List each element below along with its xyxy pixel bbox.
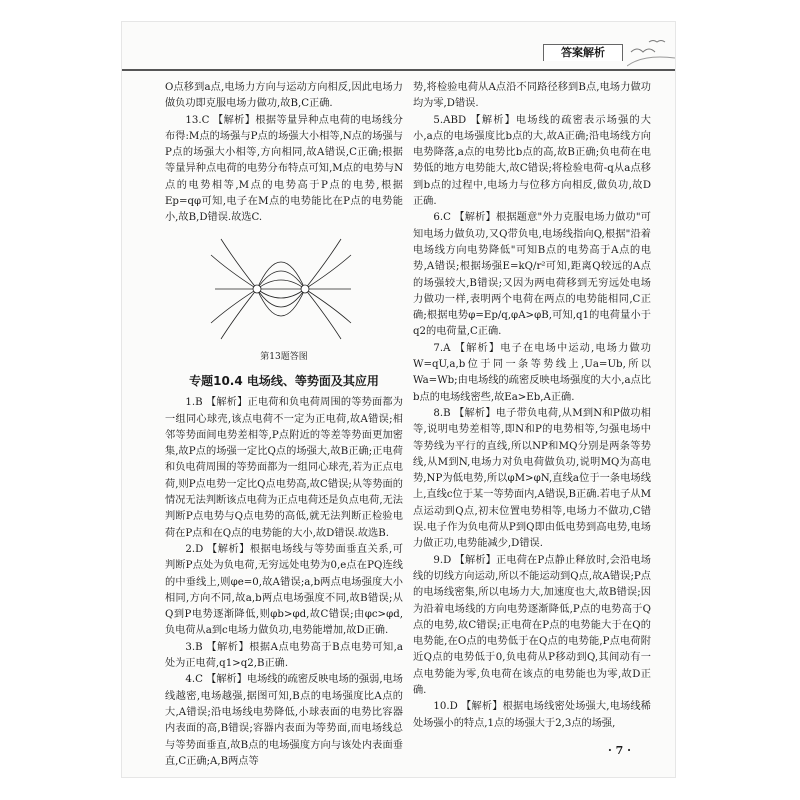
answer-6: 6.C 【解析】根据题意"外力克服电场力做功"可知电场力做负功,又Q带负电,电场线指向Q,根据"沿着电场线方向电势降低"可知B点的电势高于A点的电势,A错误;根据场强E=kQ/r²可知,距离Q较远的A点的场强较大,B错误;又因为两电荷移到无穷远处电场力做功一样,表明两个电荷在两点的电势能相同,C正确;根据电势φ=Ep/q,φA>φB,可知,q1的电荷量小于q2的电荷量,C正确.	[413, 212, 651, 338]
paragraph-continuation: O点移到a点,电场力方向与运动方向相反,因此电场力做负功即克服电场力做功,故B,C正确.	[165, 82, 403, 110]
answer-4: 4.C 【解析】电场线的疏密反映电场的强弱,电场线越密,电场越强,据图可知,B点的电场强度比A点的大,A错误;沿电场线电势降低,小球表面的电势比容器内表面的高,B错误;容器内表面为等势面,而电场线总与等势面垂直,故B点的电场强度方向与该处内表面垂直,C正确;A,B两点等	[165, 674, 403, 767]
answer-13: 13.C 【解析】根据等量异种点电荷的电场线分布得:M点的场强与P点的场强大小相等,N点的场强与P点的场强大小相等,方向相同,故A错误,C正确;根据等量异种点电荷的电势分布特点可知,M点的电势与N点的电势相等,M点的电势高于P点的电势,根据Ep=qφ可知,电子在M点的电势能比在P点的电势能小,故B,D错误.故选C.	[165, 114, 403, 224]
right-column	[413, 80, 651, 732]
answer-5: 5.ABD 【解析】电场线的疏密表示场强的大小,a点的电场强度比b点的大,故A正确;沿电场线方向电势降落,a点的电势比b点的高,故B正确;负电荷在电势低的地方电势能大,故C错误;将检验电荷-q从a点移到b点的过程中,电场力与位移方向相反,做负功,故D正确.	[413, 114, 651, 208]
answer-10: 10.D 【解析】根据电场线密处场强大,电场线稀处场强小的特点,1点的场强大于2,3点的场强,	[413, 701, 651, 729]
left-column	[165, 80, 403, 770]
page-number: · 7 ·	[608, 744, 631, 757]
paragraph-continuation: 势,将检验电荷从A点沿不同路径移到B点,电场力做功均为零,D错误.	[413, 82, 651, 110]
answer-7: 7.A 【解析】电子在电场中运动,电场力做功W=qU,a,b位于同一条等势线上,Ua=Ub,所以Wa=Wb;由电场线的疏密反映电场强度的大小,a点比b点的电场线密些,故Ea>Eb,A正确.	[413, 342, 651, 403]
section-title: 专题10.4 电场线、等势面及其应用	[189, 373, 379, 388]
answer-2: 2.D 【解析】根据电场线与等势面垂直关系,可判断P点处为负电荷,无穷远处电势为0,e点在PQ连线的中垂线上,则φe=0,故A错误;a,b两点电场强度大小相同,方向不同,故a,b两点电场强度不同,故B错误;从Q到P电势逐渐降低,则φb>φd,故C错误;由φc>φd,负电荷从a到c电场力做负功,电势能增加,故D正确.	[165, 543, 403, 637]
book-page	[122, 22, 675, 777]
figure-caption: 第13题答图	[260, 351, 308, 362]
answer-8: 8.B 【解析】电子带负电荷,从M到N和P做功相等,说明电势差相等,即N和P的电势相等,匀强电场中等势线为平行的直线,所以NP和MQ分别是两条等势线,从M到N,电场力对负电荷做负功,说明MQ为高电势,NP为低电势,所以φM>φN,直线a位于一条电场线上,直线c位于某一等势面内,A错误,B正确.若电子从M点运动到Q点,初末位置电势相等,电场力不做功,C错误.电子作为负电荷从P到Q即由低电势到高电势,电场力做正功,电势能减少,D错误.	[413, 407, 651, 550]
answer-9: 9.D 【解析】正电荷在P点静止释放时,会沿电场线的切线方向运动,所以不能运动到Q点,故A错误;P点的电场线密集,所以电场力大,加速度也大,故B错误;因为沿着电场线的方向电势逐渐降低,P点的电势高于Q点的电势,故C错误;正电荷在P点的电势能大于在Q的电势能,在O点的电势低于在Q点的电势能,P点电荷附近Q点的电势低于0,负电荷从P移动到Q,其间动有一点电势能为零,负电荷在该点的电势能也为零,故D正确.	[413, 554, 651, 696]
field-lines-figure	[165, 231, 403, 347]
header-rule	[122, 69, 675, 71]
answer-3: 3.B 【解析】根据A点电势高于B点电势可知,a处为正电荷,q1>q2,B正确.	[165, 641, 403, 670]
dipole-field-diagram	[165, 231, 403, 347]
answer-1: 1.B 【解析】正电荷和负电荷周围的等势面都为一组同心球壳,该点电荷不一定为正电荷,故A错误;相邻等势面间电势差相等,P点附近的等差等势面更加密集,故P点的场强一定比Q点的场强大,故B正确;正电荷和负电荷周围的等势面都为一组同心球壳,若为正点电荷,则P点电势一定比Q点电势高,故C错误;从等势面的情况无法判断该点电荷为正点电荷还是负点电荷,无法判断P点电势与Q点电势的高低,就无法判断正检验电荷在P点和在Q点的电势能的大小,故D错误.故选B.	[165, 397, 403, 539]
birds-decoration-icon	[627, 32, 675, 72]
section-header-tab: 答案解析	[543, 44, 623, 61]
